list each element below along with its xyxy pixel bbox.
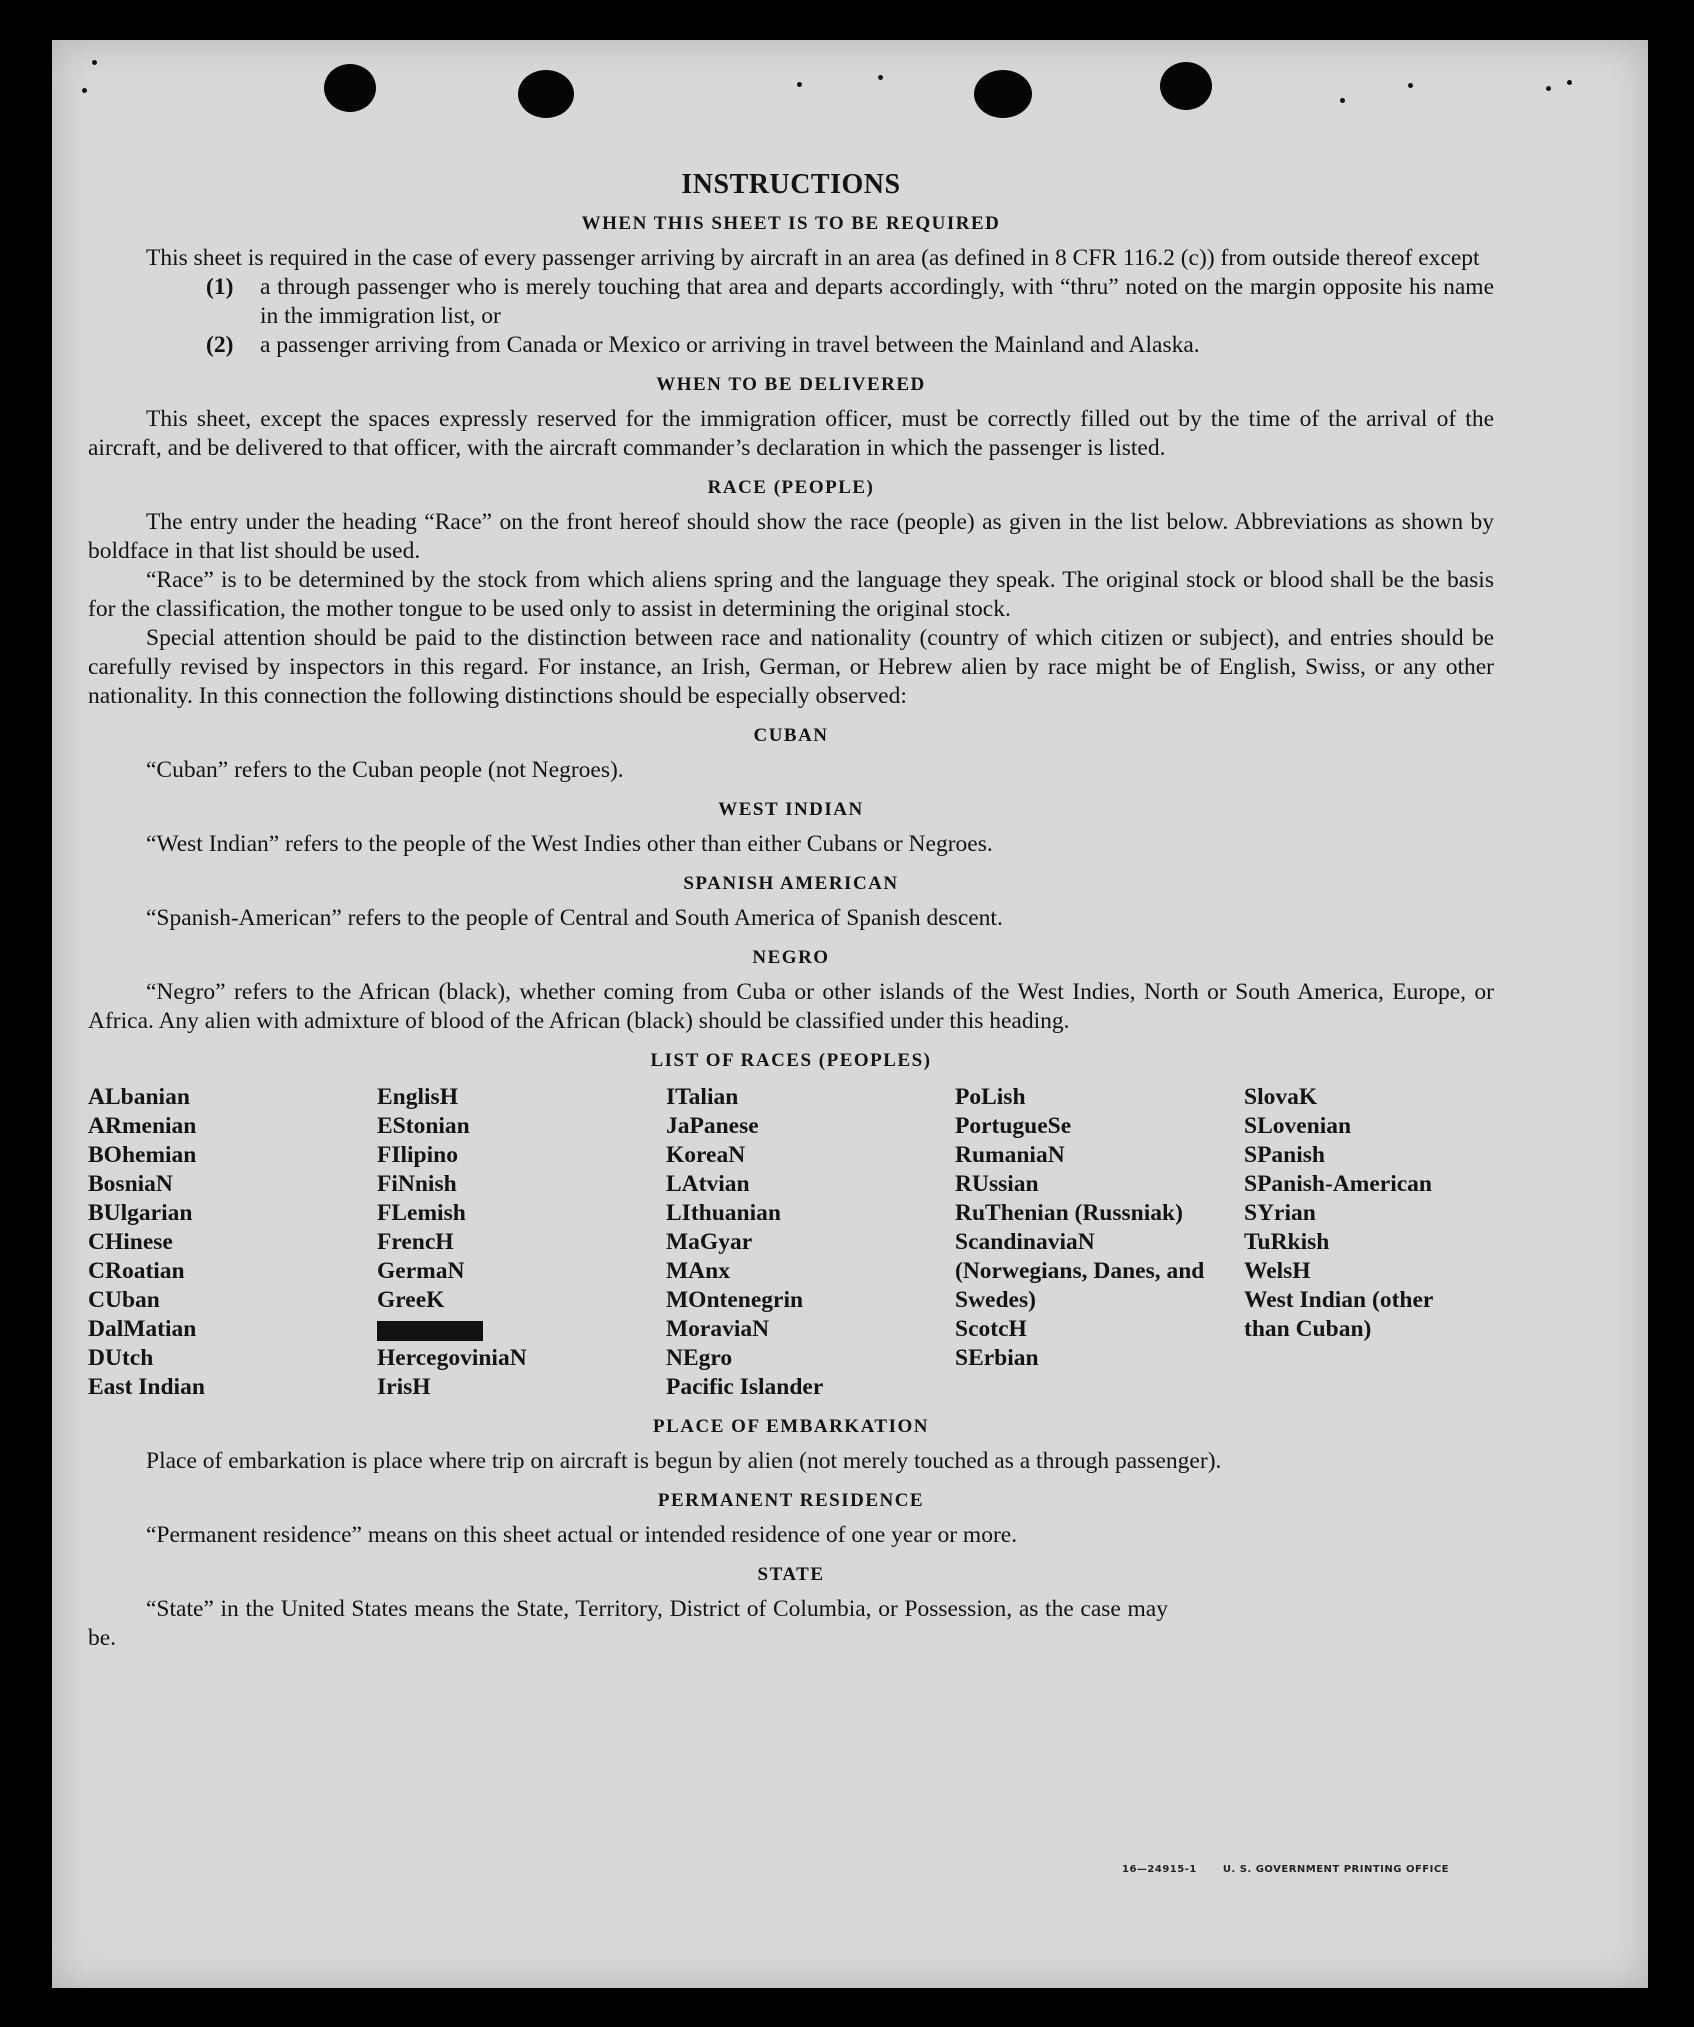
- race-paragraph-1: The entry under the heading “Race” on the front hereof should show the race (people) as given in the list below. Abbreviations as shown by boldface in that list should be used.: [88, 509, 1494, 564]
- race-entry: PoLish: [955, 1084, 1026, 1110]
- race-entry: MaGyar: [666, 1229, 753, 1255]
- speck: [1340, 98, 1345, 103]
- section-heading-negro: NEGRO: [752, 947, 830, 968]
- race-entry: TuRkish: [1244, 1229, 1330, 1255]
- punch-hole: [974, 70, 1032, 118]
- race-entry: SErbian: [955, 1345, 1039, 1371]
- negro-text: “Negro” refers to the African (black), whether coming from Cuba or other islands of the West Indies, North or South America, Europe, or Africa. Any alien with admixture of blood of the African (black) should be classified under this heading.: [88, 979, 1494, 1034]
- speck: [1567, 80, 1572, 85]
- race-entry: IrisH: [377, 1374, 431, 1400]
- race-entry: MoraviaN: [666, 1316, 770, 1342]
- when-delivered-text: This sheet, except the spaces expressly reserved for the immigration officer, must be correctly filled out by the time of the arrival of the aircraft, and be delivered to that officer, with the aircraft commander’s declaration in which the passenger is listed.: [88, 406, 1494, 461]
- residence-text: “Permanent residence” means on this sheet actual or intended residence of one year or more.: [146, 1522, 1018, 1548]
- race-entry: West Indian (other than Cuban): [1244, 1287, 1433, 1342]
- exception-number: (1): [206, 274, 234, 300]
- section-heading-state: STATE: [757, 1564, 825, 1585]
- section-heading-west-indian: WEST INDIAN: [718, 799, 864, 820]
- race-entry: KoreaN: [666, 1142, 746, 1168]
- race-entry: RuThenian (Russniak): [955, 1200, 1183, 1226]
- race-entry: CUban: [88, 1287, 160, 1313]
- section-heading-when-delivered: WHEN TO BE DELIVERED: [656, 374, 926, 395]
- race-entry: East Indian: [88, 1374, 205, 1400]
- race-entry: ITalian: [666, 1084, 739, 1110]
- exception-text: a through passenger who is merely touching that area and departs accordingly, with “thru” noted on the margin opposite his name in the immigration list, or: [260, 274, 1494, 329]
- race-entry: FIlipino: [377, 1142, 458, 1168]
- embarkation-text: Place of embarkation is place where trip on aircraft is begun by alien (not merely touched as a through passenger).: [146, 1448, 1222, 1474]
- speck: [82, 88, 87, 93]
- printer-name: U. S. GOVERNMENT PRINTING OFFICE: [1222, 1864, 1450, 1875]
- document-sheet: [52, 40, 1648, 1988]
- punch-hole: [1160, 62, 1212, 110]
- race-entry: ScotcH: [955, 1316, 1027, 1342]
- speck: [797, 82, 802, 87]
- when-required-intro: This sheet is required in the case of every passenger arriving by aircraft in an area (as defined in 8 CFR 116.2 (c)) from outside thereof except: [146, 245, 1480, 271]
- section-heading-spanish-american: SPANISH AMERICAN: [683, 873, 899, 894]
- exception-text: a passenger arriving from Canada or Mexico or arriving in travel between the Mainland and Alaska.: [260, 332, 1200, 358]
- race-entry: ARmenian: [88, 1113, 197, 1139]
- race-entry: GermaN: [377, 1258, 465, 1284]
- race-entry: PortugueSe: [955, 1113, 1072, 1139]
- race-entry: ScandinaviaN (Norwegians, Danes, and Swedes): [955, 1229, 1205, 1313]
- race-entry: CHinese: [88, 1229, 173, 1255]
- section-heading-when-required: WHEN THIS SHEET IS TO BE REQUIRED: [581, 213, 1001, 234]
- punch-hole: [324, 64, 376, 112]
- races-column: [1244, 1083, 1494, 1402]
- race-entry: MAnx: [666, 1258, 730, 1284]
- race-entry: Pacific Islander: [666, 1374, 824, 1400]
- races-column: [955, 1083, 1244, 1402]
- race-entry: FrencH: [377, 1229, 454, 1255]
- section-heading-embarkation: PLACE OF EMBARKATION: [653, 1416, 929, 1437]
- race-entry: NEgro: [666, 1345, 733, 1371]
- section-heading-list-of-races: LIST OF RACES (PEOPLES): [650, 1050, 932, 1071]
- race-entry: DUtch: [88, 1345, 154, 1371]
- race-entry: ALbanian: [88, 1084, 190, 1110]
- races-column: [377, 1083, 666, 1402]
- race-entry: GreeK: [377, 1287, 445, 1313]
- page-title: INSTRUCTIONS: [681, 169, 901, 200]
- speck: [1546, 86, 1551, 91]
- exception-item: [206, 273, 1494, 331]
- speck: [878, 75, 883, 80]
- race-entry: SPanish: [1244, 1142, 1325, 1168]
- race-entry: FLemish: [377, 1200, 466, 1226]
- race-entry: SlovaK: [1244, 1084, 1318, 1110]
- race-entry: BUlgarian: [88, 1200, 193, 1226]
- printing-footer: [1122, 1864, 1471, 1875]
- form-number: 16—24915-1: [1122, 1864, 1197, 1875]
- races-column: [666, 1083, 955, 1402]
- exception-item: [206, 331, 1494, 360]
- race-entry: BOhemian: [88, 1142, 197, 1168]
- race-entry: RumaniaN: [955, 1142, 1065, 1168]
- race-entry: DalMatian: [88, 1316, 197, 1342]
- race-entry: LIthuanian: [666, 1200, 781, 1226]
- section-heading-cuban: CUBAN: [753, 725, 829, 746]
- section-heading-race: RACE (PEOPLE): [707, 477, 875, 498]
- race-entry: FiNnish: [377, 1171, 457, 1197]
- race-entry: SYrian: [1244, 1200, 1316, 1226]
- redaction-mark: [377, 1321, 483, 1341]
- race-entry: SPanish-American: [1244, 1171, 1432, 1197]
- speck: [92, 60, 97, 65]
- exception-number: (2): [206, 332, 234, 358]
- race-entry: RUssian: [955, 1171, 1039, 1197]
- state-text: “State” in the United States means the State, Territory, District of Columbia, or Possession, as the case may be.: [88, 1596, 1168, 1651]
- cuban-text: “Cuban” refers to the Cuban people (not Negroes).: [146, 757, 624, 783]
- race-paragraph-2: “Race” is to be determined by the stock from which aliens spring and the language they speak. The original stock or blood shall be the basis for the classification, the mother tongue to be used only to assist in determining the original stock.: [88, 567, 1494, 622]
- instructions-content: [88, 170, 1494, 1653]
- race-entry: EStonian: [377, 1113, 470, 1139]
- race-entry: WelsH: [1244, 1258, 1311, 1284]
- races-list: [88, 1083, 1494, 1402]
- race-entry: CRoatian: [88, 1258, 185, 1284]
- redacted-entry: [377, 1315, 666, 1344]
- punch-hole: [518, 70, 574, 118]
- race-entry: HercegoviniaN: [377, 1345, 527, 1371]
- race-entry: SLovenian: [1244, 1113, 1352, 1139]
- race-entry: EnglisH: [377, 1084, 458, 1110]
- speck: [1408, 83, 1413, 88]
- race-entry: MOntenegrin: [666, 1287, 804, 1313]
- race-entry: BosniaN: [88, 1171, 173, 1197]
- west-indian-text: “West Indian” refers to the people of the West Indies other than either Cubans or Negroes.: [146, 831, 993, 857]
- race-entry: JaPanese: [666, 1113, 759, 1139]
- race-paragraph-3: Special attention should be paid to the distinction between race and nationality (country of which citizen or subject), and entries should be carefully revised by inspectors in this regard. For instance, an Irish, German, or Hebrew alien by race might be of English, Swiss, or any other nationality. In this connection the following distinctions should be especially observed:: [88, 625, 1494, 709]
- races-column: [88, 1083, 377, 1402]
- spanish-american-text: “Spanish-American” refers to the people of Central and South America of Spanish descent.: [146, 905, 1003, 931]
- race-entry: LAtvian: [666, 1171, 750, 1197]
- section-heading-residence: PERMANENT RESIDENCE: [657, 1490, 925, 1511]
